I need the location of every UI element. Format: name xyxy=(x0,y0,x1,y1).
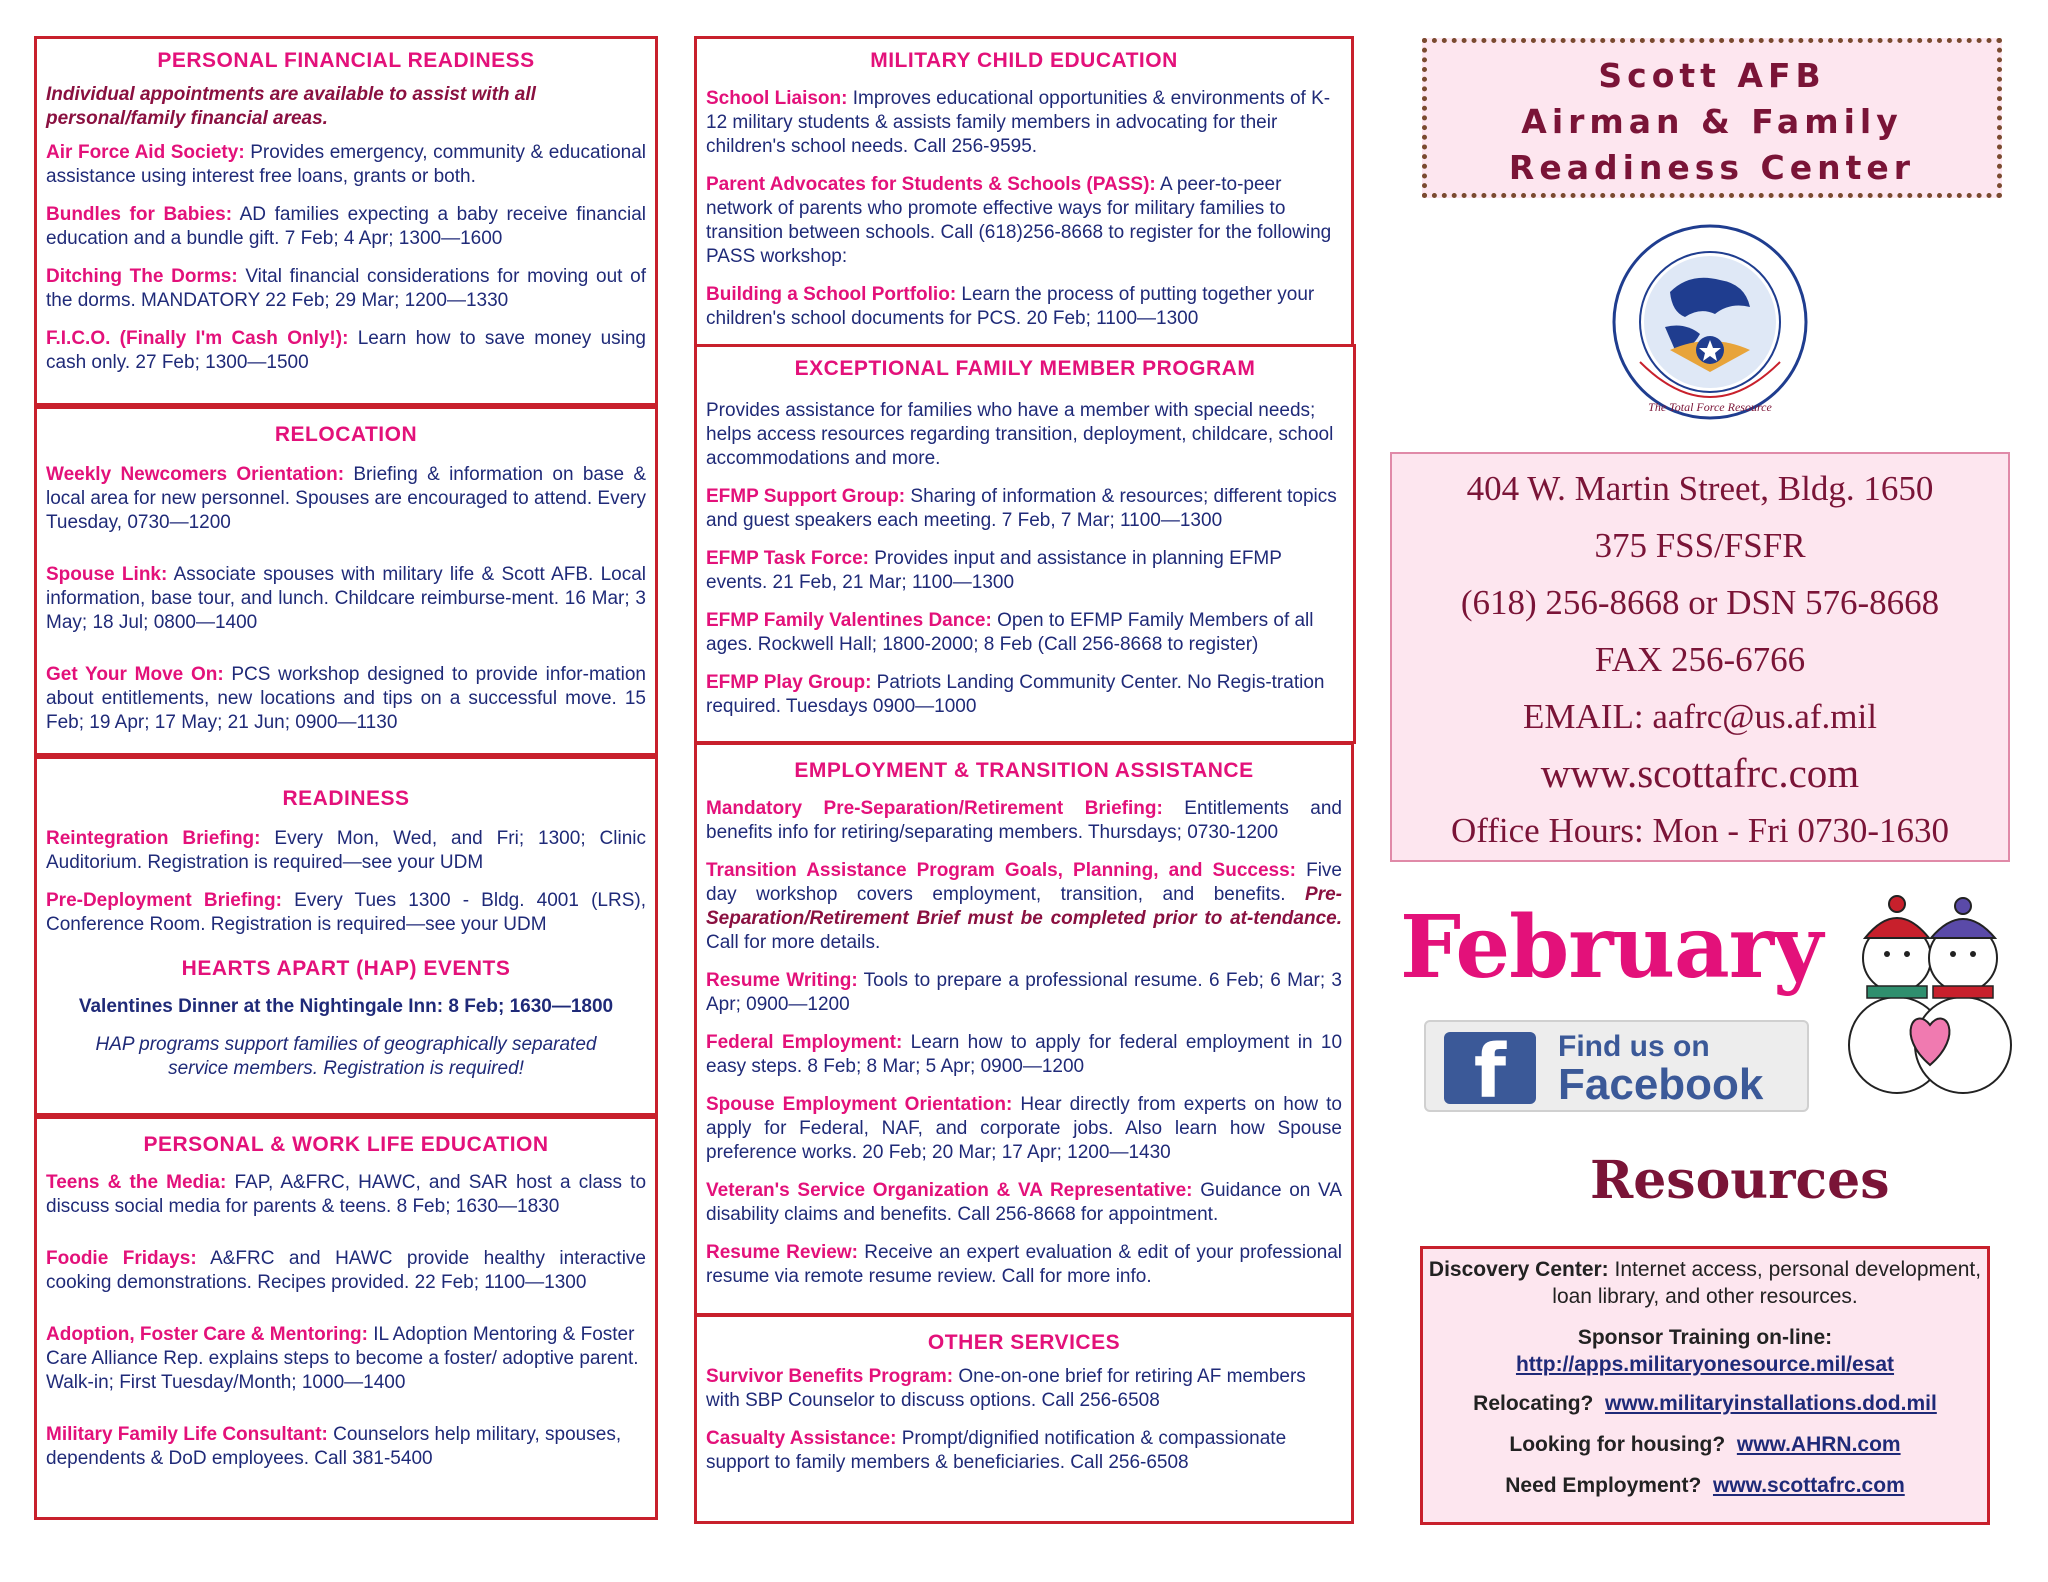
discovery-center xyxy=(1423,1256,1987,1310)
item-text: Briefing & information on base & local area for new personnel. Spouses are encouraged to attend. Every Tuesday, 0730—1200 xyxy=(46,464,646,533)
list-item xyxy=(706,173,1342,269)
item-text: Guidance on VA disability claims and benefits. Call 256-8668 for appointment. xyxy=(706,1180,1342,1225)
item-text: Tools to prepare a professional resume. 6 Feb; 6 Mar; 3 Apr; 0900—1200 xyxy=(706,970,1342,1015)
list-item xyxy=(706,1427,1342,1475)
item-text: A peer-to-peer network of parents who promote effective ways for military families to transition between schools. Call (618)256-8668 to register for the following PASS workshop: xyxy=(706,174,1332,267)
item-text: Every Mon, Wed, and Fri; 1300; Clinic Auditorium. Registration is required—see your UDM xyxy=(46,828,646,873)
resources-box xyxy=(1420,1246,1990,1525)
item-title: Mandatory Pre-Separation/Retirement Briefing: xyxy=(706,798,1163,819)
item-title: Air Force Aid Society: xyxy=(46,142,245,163)
item-text: Receive an expert evaluation & edit of your professional resume via remote resume review. Call for more info. xyxy=(706,1242,1342,1287)
item-title: Building a School Portfolio: xyxy=(706,284,957,305)
employment-link[interactable]: www.scottafrc.com xyxy=(1712,1474,1905,1497)
facebook-icon: f xyxy=(1444,1032,1536,1104)
item-text-tail: Call for more details. xyxy=(706,932,881,953)
facebook-line-2: Facebook xyxy=(1558,1060,1764,1109)
list-item xyxy=(706,1031,1342,1079)
logo-ring-text xyxy=(1610,222,1611,223)
item-title: Federal Employment: xyxy=(706,1032,903,1053)
list-item xyxy=(706,87,1342,159)
item-title: Casualty Assistance: xyxy=(706,1428,897,1449)
relocating-link[interactable]: www.militaryinstallations.dod.mil xyxy=(1605,1392,1937,1415)
item-title: Foodie Fridays: xyxy=(46,1248,197,1269)
item-text: Sharing of information & resources; different topics and guest speakers each meeting. 7 Feb, 7 Mar; 1100—1300 xyxy=(706,486,1337,531)
item-text: Learn how to save money using cash only. 27 Feb; 1300—1500 xyxy=(46,328,646,373)
item-text: PCS workshop designed to provide infor-mation about entitlements, new locations and tips on a successful move. 15 Feb; 19 Apr; 17 May; 21 Jun; 0900—1130 xyxy=(46,664,646,733)
list-item xyxy=(706,1093,1342,1165)
section-title: READINESS xyxy=(282,787,410,810)
afrc-logo xyxy=(1610,222,1810,422)
list-item xyxy=(46,203,646,251)
list-item xyxy=(46,1323,646,1395)
item-title: Get Your Move On: xyxy=(46,664,224,685)
item-text: FAP, A&FRC, HAWC, and SAR host a class to discuss social media for parents & teens. 8 Feb; 1630—1830 xyxy=(46,1172,647,1217)
section-title: RELOCATION xyxy=(274,423,418,446)
logo-graphic xyxy=(1610,222,1810,422)
list-item xyxy=(46,889,646,937)
title-line-2: Airman & Family xyxy=(1521,102,1903,141)
list-item xyxy=(46,1171,646,1219)
item-title: Military Family Life Consultant: xyxy=(46,1424,328,1445)
item-title: Parent Advocates for Students & Schools (PASS): xyxy=(706,174,1156,195)
list-item xyxy=(706,1241,1342,1289)
item-title: Veteran's Service Organization & VA Representative: xyxy=(706,1180,1193,1201)
month-title: February xyxy=(1400,897,1823,998)
housing-link[interactable]: www.AHRN.com xyxy=(1736,1433,1901,1456)
office-hours: Office Hours: Mon - Fri 0730-1630 xyxy=(1450,811,1950,850)
relocation-section xyxy=(34,406,658,756)
item-emphasis: Pre-Separation/Retirement Brief must be completed prior to at-tendance. xyxy=(706,884,1342,929)
item-title: Adoption, Foster Care & Mentoring: xyxy=(46,1324,368,1345)
fax: FAX 256-6766 xyxy=(1594,640,1806,679)
hap-event: Valentines Dinner at the Nightingale Inn: 8 Feb; 1630—1800 xyxy=(78,996,614,1017)
efmp-section xyxy=(694,344,1356,744)
unit: 375 FSS/FSFR xyxy=(1594,526,1806,565)
hap-title: HEARTS APART (HAP) EVENTS xyxy=(181,957,511,980)
list-item xyxy=(706,671,1344,719)
item-text: Open to EFMP Family Members of all ages. Rockwell Hall; 1800-2000; 8 Feb (Call 256-8668 to register) xyxy=(706,610,1314,655)
item-text: Entitlements and benefits info for retiring/separating members. Thursdays; 0730-1200 xyxy=(706,798,1342,843)
item-text: Learn how to apply for federal employment in 10 easy steps. 8 Feb; 8 Mar; 5 Apr; 0900—1200 xyxy=(706,1032,1343,1077)
list-item xyxy=(706,859,1342,955)
item-text: Prompt/dignified notification & compassionate support to family members & beneficiaries. Call 256-6508 xyxy=(706,1428,1287,1473)
military-child-education-section xyxy=(694,36,1354,348)
list-item xyxy=(706,485,1344,533)
sponsor-training xyxy=(1423,1324,1987,1378)
item-title: School Liaison: xyxy=(706,88,848,109)
phone: (618) 256-8668 or DSN 576-8668 xyxy=(1460,583,1940,622)
facebook-badge[interactable] xyxy=(1424,1020,1809,1115)
other-services-section xyxy=(694,1314,1354,1524)
item-title: Pre-Deployment Briefing: xyxy=(46,890,282,911)
section-title: MILITARY CHILD EDUCATION xyxy=(870,49,1178,72)
list-item xyxy=(46,663,646,735)
snowmen-illustration xyxy=(1835,890,2025,1100)
center-title-banner xyxy=(1422,38,2002,198)
list-item xyxy=(706,969,1342,1017)
section-intro: Provides assistance for families who have a member with special needs; helps access resources regarding transition, deployment, childcare, school accommodations and more. xyxy=(706,400,1334,469)
list-item xyxy=(706,547,1344,595)
item-title: EFMP Family Valentines Dance: xyxy=(706,610,992,631)
section-title: EMPLOYMENT & TRANSITION ASSISTANCE xyxy=(794,759,1254,782)
readiness-section xyxy=(34,756,658,1116)
item-title: Reintegration Briefing: xyxy=(46,828,261,849)
item-title: F.I.C.O. (Finally I'm Cash Only!): xyxy=(46,328,349,349)
contact-info-box xyxy=(1390,452,2010,862)
list-item xyxy=(46,1247,646,1295)
item-text: Learn the process of putting together your children's school documents for PCS. 20 Feb; 1100—1300 xyxy=(706,284,1315,329)
item-title: Bundles for Babies: xyxy=(46,204,233,225)
list-item xyxy=(706,609,1344,657)
item-text: Vital financial considerations for moving out of the dorms. MANDATORY 22 Feb; 29 Mar; 1200—1330 xyxy=(46,266,646,311)
list-item xyxy=(706,1365,1342,1413)
list-item xyxy=(46,463,646,535)
item-text: IL Adoption Mentoring & Foster Care Alliance Rep. explains steps to become a foster/ adoptive parent. Walk-in; First Tuesday/Month; 1000—1400 xyxy=(46,1324,639,1393)
item-text: AD families expecting a baby receive financial education and a bundle gift. 7 Feb; 4 Apr; 1300—1600 xyxy=(46,204,646,249)
list-item xyxy=(706,283,1342,331)
employment xyxy=(1423,1472,1987,1499)
item-text: A&FRC and HAWC provide healthy interactive cooking demonstrations. Recipes provided. 22 Feb; 1100—1300 xyxy=(46,1248,646,1293)
item-title: EFMP Task Force: xyxy=(706,548,869,569)
list-item xyxy=(706,1179,1342,1227)
item-text: Provides input and assistance in planning EFMP events. 21 Feb, 21 Mar; 1100—1300 xyxy=(706,548,1282,593)
title-line-3: Readiness Center xyxy=(1508,148,1916,187)
item-title: Ditching The Dorms: xyxy=(46,266,238,287)
address: 404 W. Martin Street, Bldg. 1650 xyxy=(1466,469,1934,508)
list-item xyxy=(46,141,646,189)
section-title: OTHER SERVICES xyxy=(927,1331,1121,1354)
item-title: Resume Review: xyxy=(706,1242,858,1263)
item-title: Teens & the Media: xyxy=(46,1172,227,1193)
relocating-label: Relocating? xyxy=(1473,1392,1594,1415)
item-text: Counselors help military, spouses, dependents & DoD employees. Call 381-5400 xyxy=(46,1424,622,1469)
relocating xyxy=(1423,1390,1987,1417)
item-title: Transition Assistance Program Goals, Planning, and Success: xyxy=(706,860,1296,881)
item-text: Hear directly from experts on how to apply for Federal, NAF, and corporate jobs. Also learn how Spouse preference works. 20 Feb; 20 Mar; 17 Apr; 1200—1430 xyxy=(706,1094,1342,1163)
list-item xyxy=(46,1423,646,1471)
logo-motto: The Total Force Resource xyxy=(1648,400,1772,414)
section-title: EXCEPTIONAL FAMILY MEMBER PROGRAM xyxy=(794,357,1256,380)
item-text: One-on-one brief for retiring AF members with SBP Counselor to discuss options. Call 256-6508 xyxy=(706,1366,1306,1411)
list-item xyxy=(46,265,646,313)
section-note: Individual appointments are available to assist with all personal/family financial areas. xyxy=(46,84,536,129)
facebook-line-1: Find us on xyxy=(1558,1030,1710,1063)
personal-financial-readiness-section xyxy=(34,36,658,406)
item-title: Spouse Employment Orientation: xyxy=(706,1094,1013,1115)
section-title: PERSONAL & WORK LIFE EDUCATION xyxy=(143,1133,549,1156)
item-title: Weekly Newcomers Orientation: xyxy=(46,464,345,485)
resources-title: Resources xyxy=(1590,1150,1890,1211)
website-link[interactable]: www.scottafrc.com xyxy=(1540,750,1860,796)
item-title: Resume Writing: xyxy=(706,970,858,991)
employment-transition-section xyxy=(694,742,1354,1316)
sponsor-link[interactable]: http://apps.militaryonesource.mil/esat xyxy=(1515,1353,1895,1376)
item-text: Improves educational opportunities & environments of K-12 military students & assists family members in advocating for their children's school needs. Call 256-9595. xyxy=(706,88,1331,157)
item-title: EFMP Play Group: xyxy=(706,672,872,693)
sponsor-label: Sponsor Training on-line: xyxy=(1577,1326,1833,1349)
item-title: Spouse Link: xyxy=(46,564,168,585)
list-item xyxy=(706,797,1342,845)
list-item xyxy=(46,327,646,375)
snowmen-graphic xyxy=(1835,890,2025,1100)
email[interactable]: EMAIL: aafrc@us.af.mil xyxy=(1523,697,1877,736)
housing xyxy=(1423,1431,1987,1458)
list-item xyxy=(46,827,646,875)
item-text: Five day workshop covers employment, transition, and benefits. xyxy=(706,860,1342,905)
section-title: PERSONAL FINANCIAL READINESS xyxy=(157,49,535,72)
item-text: Associate spouses with military life & Scott AFB. Local information, base tour, and lunch. Childcare reimburse-ment. 16 Mar; 3 May; 18 Jul; 0800—1400 xyxy=(46,564,646,633)
list-item xyxy=(46,563,646,635)
housing-label: Looking for housing? xyxy=(1509,1433,1726,1456)
title-line-1: Scott AFB xyxy=(1598,56,1826,95)
employment-label: Need Employment? xyxy=(1505,1474,1702,1497)
discovery-text: Internet access, personal development, loan library, and other resources. xyxy=(1552,1258,1982,1308)
item-title: EFMP Support Group: xyxy=(706,486,906,507)
item-text: Every Tues 1300 - Bldg. 4001 (LRS), Conference Room. Registration is required—see your UDM xyxy=(46,890,646,935)
personal-work-life-education-section xyxy=(34,1116,658,1520)
item-title: Survivor Benefits Program: xyxy=(706,1366,954,1387)
hap-note: HAP programs support families of geographically separated service members. Registration is required! xyxy=(95,1034,597,1079)
discovery-label: Discovery Center: xyxy=(1428,1258,1609,1281)
item-text: Patriots Landing Community Center. No Regis-tration required. Tuesdays 0900—1000 xyxy=(706,672,1325,717)
item-text: Provides emergency, community & educational assistance using interest free loans, grants or both. xyxy=(46,142,646,187)
